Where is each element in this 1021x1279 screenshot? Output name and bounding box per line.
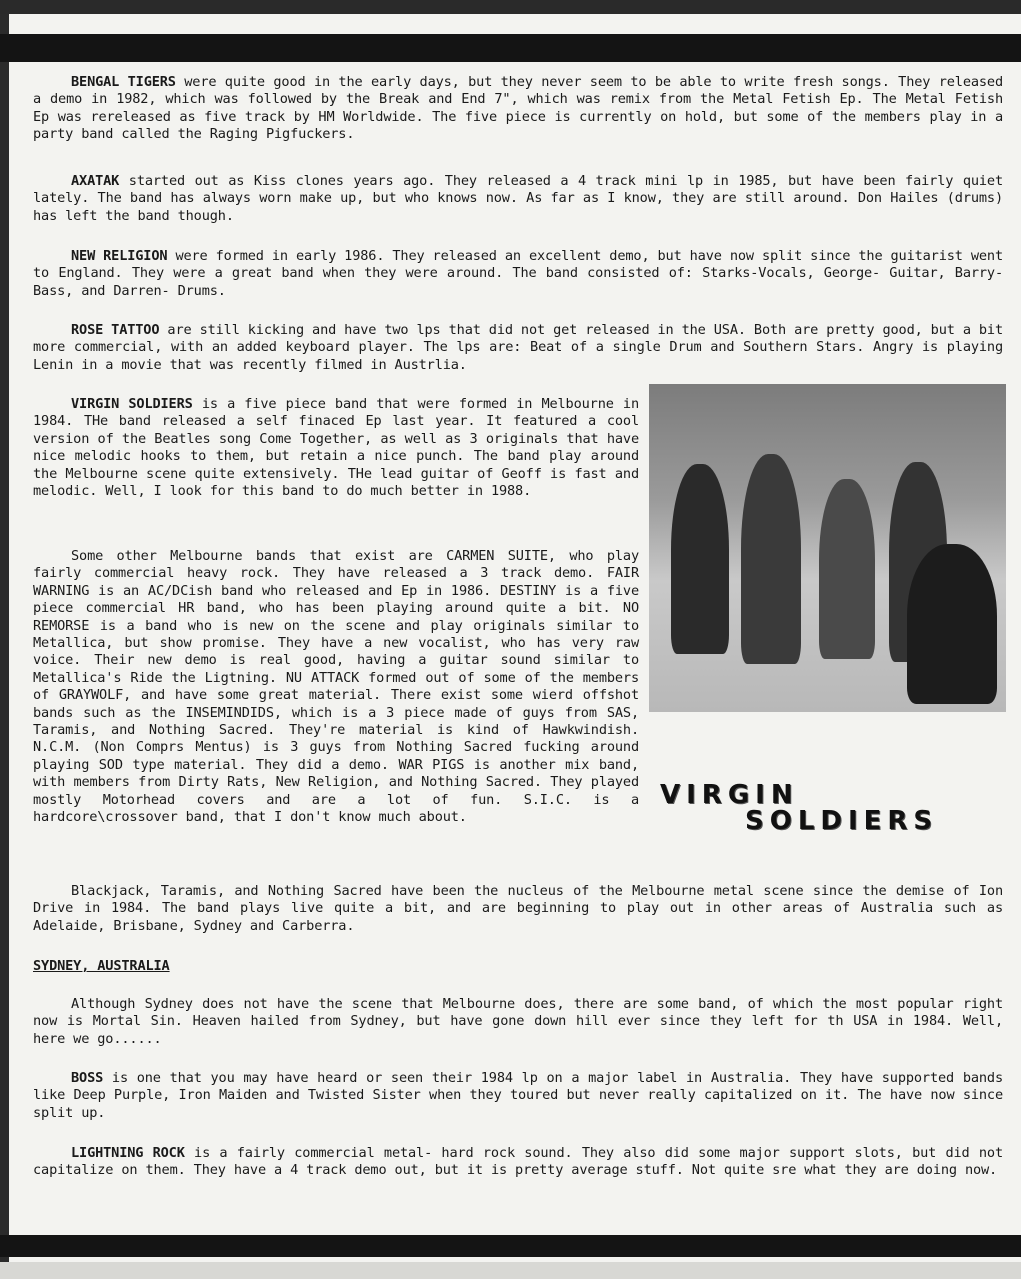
paragraph-bengal-tigers <box>33 74 1003 144</box>
paragraph-text: are still kicking and have two lps that did not get released in the USA. Both are pretty good, but a bit more commercial, with an added keyboard player. The lps are: Beat of a single Drum and Southern Stars. Angry is playing Lenin in a movie that was recently filmed in Austrlia. <box>33 322 1003 373</box>
section-heading: SYDNEY, AUSTRALIA <box>33 958 170 974</box>
band-name: ROSE TATTOO <box>71 322 160 338</box>
paragraph-rose-tattoo <box>33 322 1003 374</box>
band-name: BENGAL TIGERS <box>71 74 176 90</box>
band-name: BOSS <box>71 1070 104 1086</box>
band-name: AXATAK <box>71 173 120 189</box>
paragraph-boss <box>33 1070 1003 1122</box>
top-border <box>0 0 1021 14</box>
paragraph-text: were formed in early 1986. They released an excellent demo, but have now split since the guitarist went to England. They were a great band when they were around. The band consisted of: Starks-Vocals, George- Guitar, Barry- Bass, and Darren- Drums. <box>33 248 1003 299</box>
band-name: LIGHTNING ROCK <box>71 1145 185 1161</box>
paragraph-lightning-rock <box>33 1145 1003 1180</box>
paragraph-virgin-soldiers <box>33 396 639 500</box>
section-heading-sydney <box>33 958 1003 975</box>
paragraph-text: started out as Kiss clones years ago. They released a 4 track mini lp in 1985, but have been fairly quiet lately. The band has always worn make up, but who knows now. As far as I know, they are still around. Don Hailes (drums) has left the band though. <box>33 173 1003 224</box>
paragraph-text: Some other Melbourne bands that exist are CARMEN SUITE, who play fairly commercial heavy rock. They have released a 3 track demo. FAIR WARNING is an AC/DCish band who released and Ep in 1986. DESTINY is a five piece commercial HR band, who has been playing around quite a bit. NO REMORSE is a band who is new on the scene and play originals similar to Metallica, but show promise. They have a new vocalist, who has very raw voice. Their new demo is real good, having a guitar sound similar to Metallica's Ride the Ligtning. NU ATTACK formed out of some of the members of GRAYWOLF, and have some great material. There exist some wierd offshot bands such as the INSEMINDIDS, which is a 3 piece made of guys from SAS, Taramis, and Nothing Sacred. They're material is kind of Hawkwindish. N.C.M. (Non Comprs Mentus) is 3 guys from Nothing Sacred fucking around playing SOD type material. They did a demo. WAR PIGS is another mix band, with members from Dirty Rats, New Religion, and Nothing Sacred. They played mostly Motorhead covers and are a lot of fun. S.I.C. is a hardcore\crossover band, that I don't know much about. <box>33 548 639 826</box>
band-name: NEW RELIGION <box>71 248 168 264</box>
paragraph-text: is a fairly commercial metal- hard rock sound. They also did some major support slots, but did not capitalize on them. They have a 4 track demo out, but it is pretty average stuff. Not quite sre what they are doing now. <box>33 1145 1003 1179</box>
band-photo <box>649 384 1006 712</box>
top-rule <box>0 34 1021 62</box>
photo-caption-line-1: VIRGIN <box>660 780 799 810</box>
paragraph-sydney <box>33 996 1003 1048</box>
paragraph-text: Although Sydney does not have the scene that Melbourne does, there are some band, of which the most popular right now is Mortal Sin. Heaven hailed from Sydney, but have gone down hill ever since they left for th USA in 1984. Well, here we go...... <box>33 996 1003 1047</box>
band-name: VIRGIN SOLDIERS <box>71 396 193 412</box>
bottom-border <box>0 1262 1021 1279</box>
paragraph-axatak <box>33 173 1003 225</box>
paragraph-blackjack <box>33 883 1003 935</box>
page-edge-shadow <box>0 0 9 1279</box>
paragraph-text: is a five piece band that were formed in Melbourne in 1984. THe band released a self finaced Ep last year. It featured a cool version of the Beatles song Come Together, as well as 3 originals that have nice melodic hooks to them, but retain a nice punch. The band play around the Melbourne scene quite extensively. THe lead guitar of Geoff is fast and melodic. Well, I look for this band to do much better in 1988. <box>33 396 640 500</box>
paragraph-other-bands <box>33 548 639 827</box>
bottom-rule <box>0 1235 1021 1257</box>
paragraph-text: Blackjack, Taramis, and Nothing Sacred have been the nucleus of the Melbourne metal scene since the demise of Ion Drive in 1984. The band plays live quite a bit, and are beginning to play out in other areas of Australia such as Adelaide, Brisbane, Sydney and Carberra. <box>33 883 1003 934</box>
paragraph-text: were quite good in the early days, but they never seem to be able to write fresh songs. They released a demo in 1982, which was followed by the Break and End 7", which was remix from the Metal Fetish Ep. The Metal Fetish Ep was rereleased as five track by HM Worldwide. The five piece is currently on hold, but some of the members play in a party band called the Raging Pigfuckers. <box>33 74 1003 143</box>
paragraph-new-religion <box>33 248 1003 300</box>
photo-caption-line-2: SOLDIERS <box>745 806 939 836</box>
paragraph-text: is one that you may have heard or seen their 1984 lp on a major label in Australia. They have supported bands like Deep Purple, Iron Maiden and Twisted Sister when they toured but never really capitalized on it. The have now since split up. <box>33 1070 1003 1121</box>
